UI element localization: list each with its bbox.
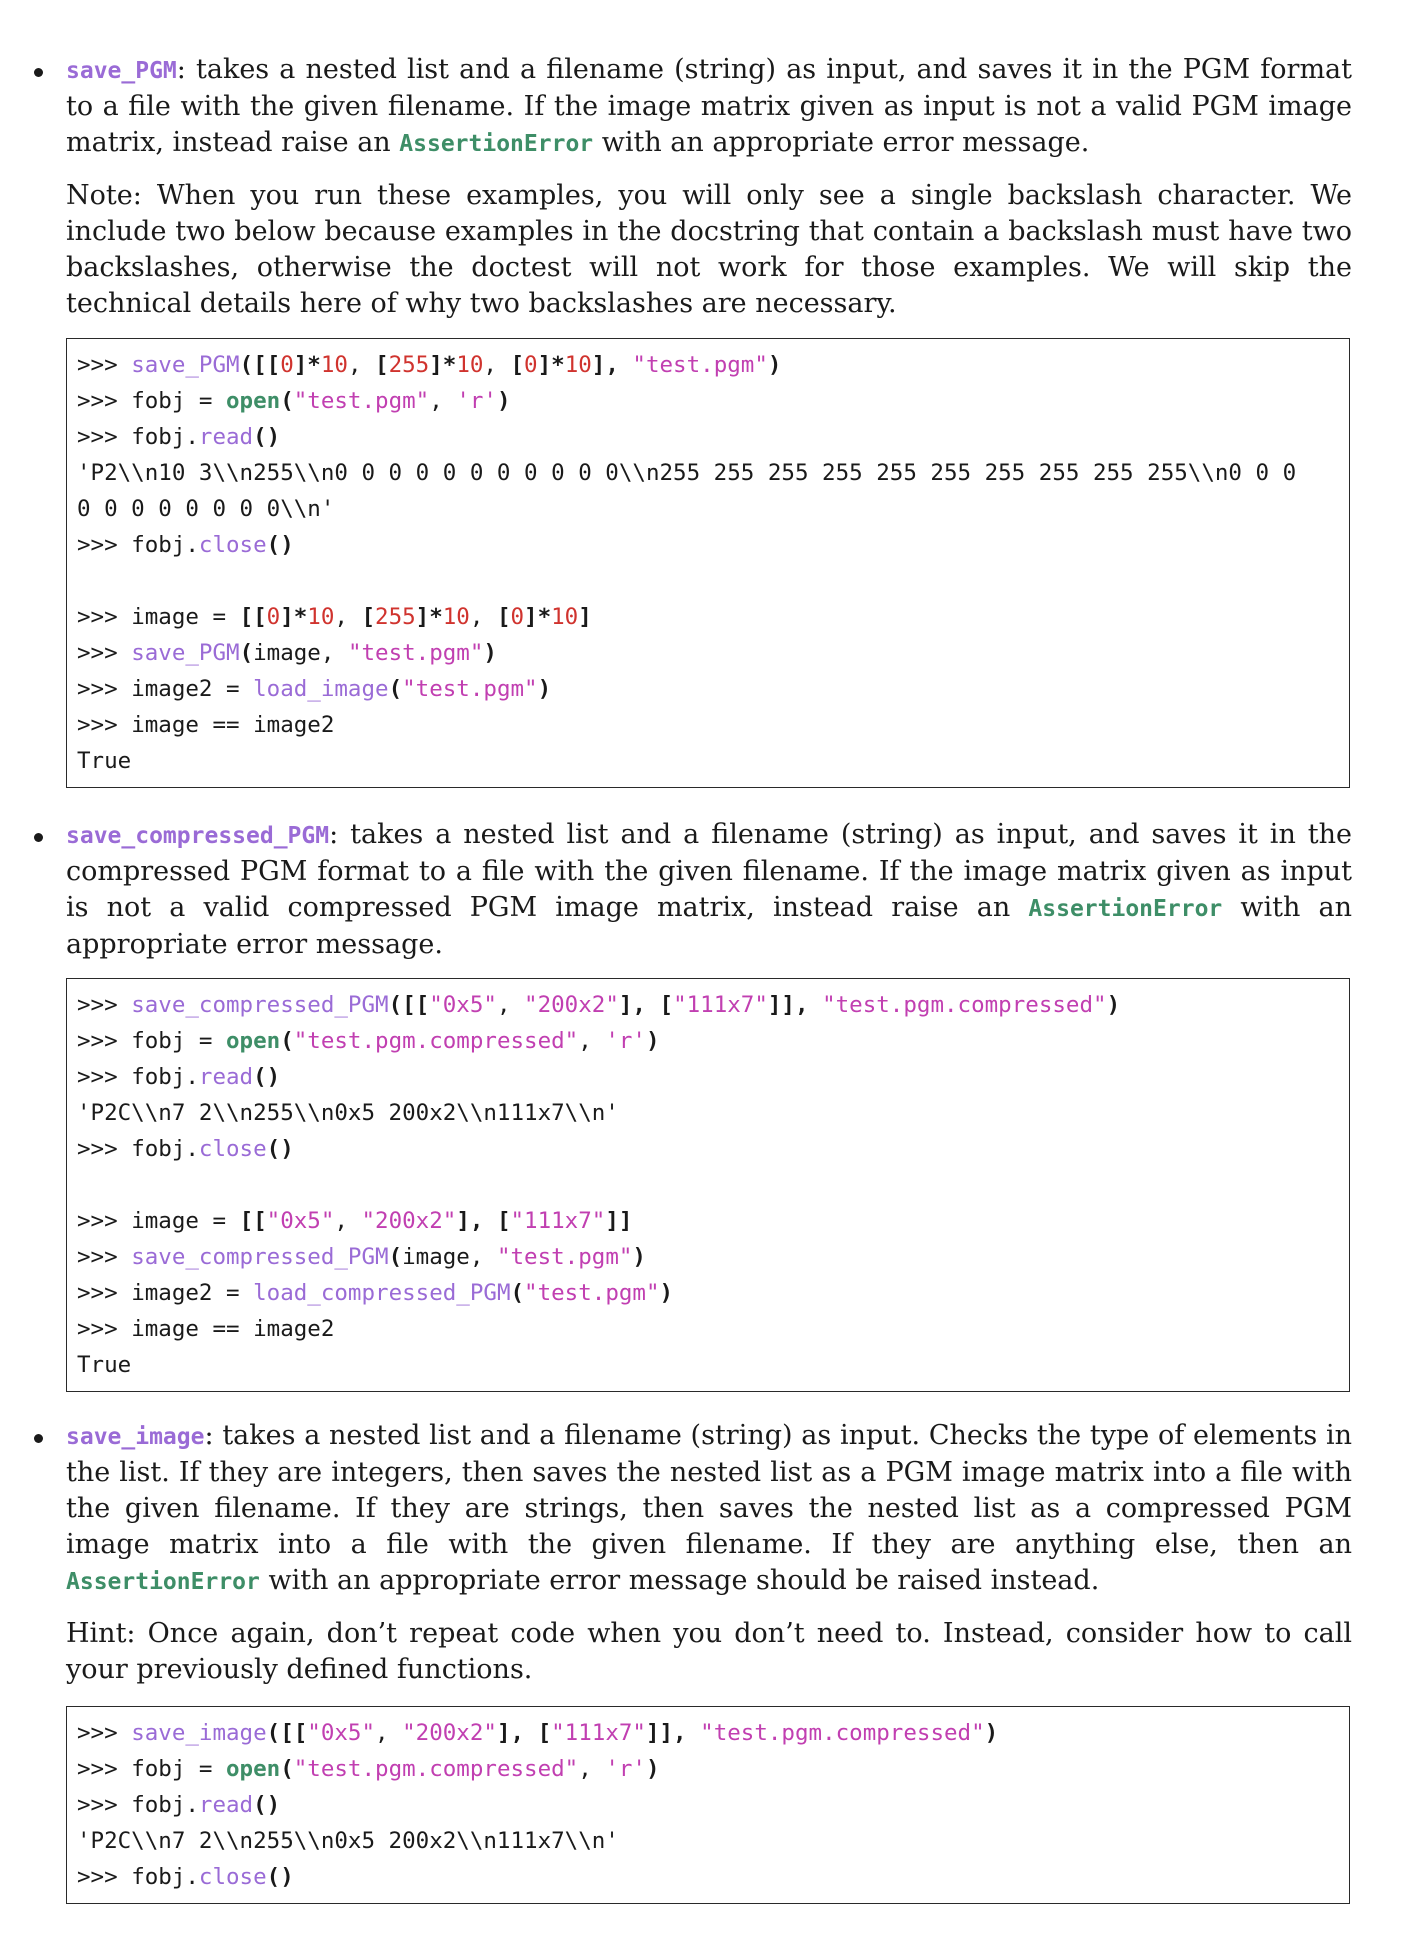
code-token: ], (618, 992, 660, 1018)
code-token: "200x2" (361, 1208, 457, 1234)
save-image-description: save_image: takes a nested list and a filename (string) as input. Checks the type of elements in the list. If they are integers, then saves the nested list as a PGM image matrix into a file with the given filename. If they are strings, then saves the nested list as a compressed PGM image matrix into a file with the given filename. If they are anything else, then an AssertionError with an appropriate error message should be raised instead. (66, 1420, 1352, 1596)
code-token: , (334, 1208, 362, 1234)
code-token: 'r' (605, 1028, 646, 1054)
code-token: [ (537, 1720, 552, 1746)
code-token: 10 (551, 604, 579, 630)
code-token: [ (496, 1208, 511, 1234)
code-token: = (198, 388, 227, 414)
code-token: close (198, 1136, 267, 1162)
code-line (77, 599, 1349, 635)
save-pgm-description: save_PGM: takes a nested list and a filename (string) as input, and saves it in the PGM format to a file with the given filename. If the image matrix given as input is not a valid PGM image matrix, instead raise an AssertionError with an appropriate error message. (66, 54, 1352, 158)
list-item-save-compressed-pgm (66, 817, 1352, 963)
code-token: ([[ (239, 352, 281, 378)
bullet-icon (34, 1434, 43, 1443)
code-token: , (429, 388, 457, 414)
code-token: "test.pgm" (293, 388, 430, 414)
code-token: ( (388, 676, 403, 702)
code-token: = (226, 1280, 254, 1306)
code-token: , (483, 352, 511, 378)
code-token: >>> (77, 388, 132, 414)
code-token: "test.pgm.compressed" (822, 992, 1107, 1018)
code-line (77, 1203, 1349, 1239)
code-line (77, 1275, 1349, 1311)
code-token: "test.pgm" (496, 1244, 633, 1270)
code-line (77, 563, 1349, 599)
code-token: fobj (131, 1756, 199, 1782)
code-token: image, (402, 1244, 497, 1270)
error-name: AssertionError (399, 131, 594, 157)
code-token: fobj. (131, 1792, 199, 1818)
code-token: () (253, 424, 281, 450)
code-line (77, 707, 1349, 743)
save-pgm-note: Note: When you run these examples, you will only see a single backslash character. We include two below because examples in the docstring that contain a backslash must have two backslashes, otherwise the doctest will not work for those examples. We will skip the technical details here of why two backslashes are necessary. (66, 180, 1352, 319)
code-token: fobj. (131, 532, 199, 558)
code-token: 'r' (456, 388, 497, 414)
code-token: save_PGM (131, 640, 240, 666)
code-token: 0 (510, 604, 525, 630)
code-token: "111x7" (510, 1208, 606, 1234)
code-token: [ (510, 352, 525, 378)
code-token: fobj. (131, 1864, 199, 1890)
code-block-save-pgm (66, 338, 1350, 788)
code-token: 10 (320, 352, 348, 378)
code-token: ], (591, 352, 633, 378)
code-token: >>> (77, 352, 132, 378)
code-line (77, 347, 1349, 383)
code-token: "0x5" (266, 1208, 335, 1234)
code-token: ( (239, 640, 254, 666)
code-token: = (212, 604, 240, 630)
code-line (77, 743, 1349, 779)
code-token: "test.pgm.compressed" (293, 1028, 579, 1054)
code-token: True (77, 748, 132, 774)
function-name: save_image (66, 1424, 205, 1450)
code-token: ]* (429, 352, 457, 378)
code-token: ([[ (266, 1720, 308, 1746)
code-token: image2 (253, 1316, 335, 1342)
code-token: "0x5" (429, 992, 497, 1018)
code-line (77, 1311, 1349, 1347)
error-name: AssertionError (66, 1569, 260, 1595)
code-token: >>> (77, 1064, 132, 1090)
code-token: save_compressed_PGM (131, 992, 389, 1018)
code-token: () (266, 1864, 294, 1890)
code-token: "111x7" (551, 1720, 646, 1746)
code-token: = (198, 1756, 227, 1782)
code-token: open (226, 388, 281, 414)
code-token: == (212, 1316, 254, 1342)
code-line (77, 491, 1349, 527)
code-block-save-image (66, 1706, 1350, 1904)
code-token: [[ (239, 604, 267, 630)
code-token: "test.pgm" (632, 352, 768, 378)
code-token: >>> (77, 1720, 132, 1746)
code-line (77, 527, 1349, 563)
code-token: 0 0 0 0 0 0 0 0\\n' (77, 496, 335, 522)
code-token: [ (496, 604, 511, 630)
code-line (77, 1167, 1349, 1203)
code-token: [ (361, 604, 376, 630)
code-token: >>> (77, 1280, 132, 1306)
code-line (77, 419, 1349, 455)
code-token: read (198, 1064, 254, 1090)
code-token: ]* (293, 352, 321, 378)
code-token: image (131, 1316, 213, 1342)
save-image-hint: Hint: Once again, don’t repeat code when you don’t need to. Instead, consider how to call your previously defined functions. (66, 1618, 1352, 1685)
code-line (77, 1239, 1349, 1275)
save-compressed-pgm-description: save_compressed_PGM: takes a nested list and a filename (string) as input, and saves it in the compressed PGM format to a file with the given filename. If the image matrix given as input is not a valid compressed PGM image matrix, instead raise an AssertionError with an appropriate error message. (66, 819, 1352, 960)
code-token: "test.pgm" (347, 640, 484, 666)
list-item-save-image (66, 1418, 1352, 1688)
code-token: () (266, 532, 294, 558)
code-token: >>> (77, 992, 132, 1018)
code-token: 0 (524, 352, 538, 378)
code-line (77, 1715, 1349, 1751)
code-token: ) (483, 640, 497, 666)
code-token: "0x5" (307, 1720, 376, 1746)
code-token: ]], (645, 1720, 701, 1746)
code-token: image, (253, 640, 348, 666)
code-token: image2 (131, 676, 227, 702)
code-token: fobj. (131, 424, 199, 450)
code-token: ]], (767, 992, 823, 1018)
code-token: ], (456, 1208, 497, 1234)
code-token: ) (645, 1756, 660, 1782)
code-token: save_PGM (131, 352, 240, 378)
code-token: 0 (280, 352, 294, 378)
code-token: 'P2\\n10 3\\n255\\n0 0 0 0 0 0 0 0 0 0 0\\n255 255 255 255 255 255 255 255 255 255\\n0 0 0 (77, 460, 1297, 486)
code-token: >>> (77, 1792, 132, 1818)
code-token: == (212, 712, 254, 738)
code-token: ] (578, 604, 592, 630)
code-line (77, 635, 1349, 671)
code-token: ) (1106, 992, 1121, 1018)
bullet-icon (34, 68, 43, 77)
code-token: fobj. (131, 1064, 199, 1090)
code-token: load_compressed_PGM (253, 1280, 511, 1306)
code-token: image2 (131, 1280, 227, 1306)
code-token: ( (388, 1244, 403, 1270)
code-token: ]* (415, 604, 443, 630)
code-token: ) (659, 1280, 674, 1306)
code-token: 255 (388, 352, 430, 378)
code-line (77, 1059, 1349, 1095)
code-token: 10 (564, 352, 592, 378)
code-token: ( (280, 1028, 294, 1054)
code-token: image (131, 712, 213, 738)
code-token: ) (632, 1244, 646, 1270)
code-token: open (226, 1028, 281, 1054)
code-token: "test.pgm" (402, 676, 538, 702)
code-token: >>> (77, 532, 132, 558)
code-token: ) (984, 1720, 999, 1746)
code-token: True (77, 1352, 132, 1378)
bullet-icon (34, 833, 43, 842)
code-line (77, 1023, 1349, 1059)
code-token: ) (645, 1028, 660, 1054)
code-token: ( (280, 388, 294, 414)
code-token: ) (496, 388, 511, 414)
code-token: "200x2" (402, 1720, 497, 1746)
code-token: [[ (239, 1208, 267, 1234)
list-item-save-pgm (66, 52, 1352, 322)
code-token: >>> (77, 1208, 132, 1234)
code-token: read (198, 424, 254, 450)
code-token: open (226, 1756, 281, 1782)
code-token: close (198, 532, 267, 558)
code-token: ( (510, 1280, 525, 1306)
code-token: , (578, 1028, 606, 1054)
code-token: image (131, 604, 213, 630)
code-token: 'r' (605, 1756, 646, 1782)
code-token: () (253, 1792, 281, 1818)
code-token: "111x7" (673, 992, 768, 1018)
code-token: 'P2C\\n7 2\\n255\\n0x5 200x2\\n111x7\\n' (77, 1100, 619, 1126)
code-token: "200x2" (524, 992, 619, 1018)
code-line (77, 1347, 1349, 1383)
function-name: save_compressed_PGM (66, 823, 330, 849)
code-line (77, 1859, 1349, 1895)
code-token: , (334, 604, 362, 630)
code-token: >>> (77, 1244, 132, 1270)
code-line (77, 455, 1349, 491)
code-token: 10 (456, 352, 484, 378)
code-token: ], (496, 1720, 538, 1746)
code-token: image (131, 1208, 213, 1234)
code-token: "test.pgm.compressed" (293, 1756, 579, 1782)
code-token: "test.pgm.compressed" (700, 1720, 985, 1746)
code-token: = (198, 1028, 227, 1054)
code-token: image2 (253, 712, 335, 738)
code-line (77, 987, 1349, 1023)
code-token: ]* (537, 352, 565, 378)
code-token: load_image (253, 676, 389, 702)
code-token: 10 (307, 604, 335, 630)
code-token: () (253, 1064, 281, 1090)
code-token: save_image (131, 1720, 267, 1746)
code-line (77, 1823, 1349, 1859)
code-token: ]] (605, 1208, 633, 1234)
code-token: ) (537, 676, 552, 702)
code-token: >>> (77, 640, 132, 666)
code-token: 255 (375, 604, 416, 630)
code-line (77, 1751, 1349, 1787)
code-block-save-compressed-pgm (66, 978, 1350, 1392)
code-token: ) (767, 352, 782, 378)
code-token: >>> (77, 604, 132, 630)
code-token: ]* (280, 604, 308, 630)
error-name: AssertionError (1028, 896, 1223, 922)
code-token: >>> (77, 1756, 132, 1782)
code-token: save_compressed_PGM (131, 1244, 389, 1270)
code-token: () (266, 1136, 294, 1162)
code-line (77, 1095, 1349, 1131)
code-token: [ (375, 352, 389, 378)
code-token: fobj. (131, 1136, 199, 1162)
code-token: close (198, 1864, 267, 1890)
code-token: , (578, 1756, 606, 1782)
code-line (77, 383, 1349, 419)
function-name: save_PGM (66, 58, 177, 84)
code-token: ([[ (388, 992, 430, 1018)
code-token: , (375, 1720, 403, 1746)
code-token: >>> (77, 712, 132, 738)
code-token: 'P2C\\n7 2\\n255\\n0x5 200x2\\n111x7\\n' (77, 1828, 619, 1854)
code-token: >>> (77, 676, 132, 702)
code-token: >>> (77, 1316, 132, 1342)
code-line (77, 1131, 1349, 1167)
code-token: ( (280, 1756, 294, 1782)
code-token: fobj (131, 388, 199, 414)
code-token: "test.pgm" (524, 1280, 660, 1306)
code-token: , (347, 352, 376, 378)
code-token: >>> (77, 1864, 132, 1890)
code-token: >>> (77, 424, 132, 450)
code-token: >>> (77, 1136, 132, 1162)
code-token: ]* (524, 604, 552, 630)
code-token: >>> (77, 1028, 132, 1054)
code-line (77, 1787, 1349, 1823)
code-token: = (212, 1208, 240, 1234)
code-token: 10 (442, 604, 470, 630)
code-token: , (469, 604, 497, 630)
code-token: fobj (131, 1028, 199, 1054)
code-token: [ (659, 992, 674, 1018)
code-token: , (496, 992, 525, 1018)
code-token: = (226, 676, 254, 702)
code-line (77, 671, 1349, 707)
code-token: read (198, 1792, 254, 1818)
code-token: 0 (266, 604, 281, 630)
